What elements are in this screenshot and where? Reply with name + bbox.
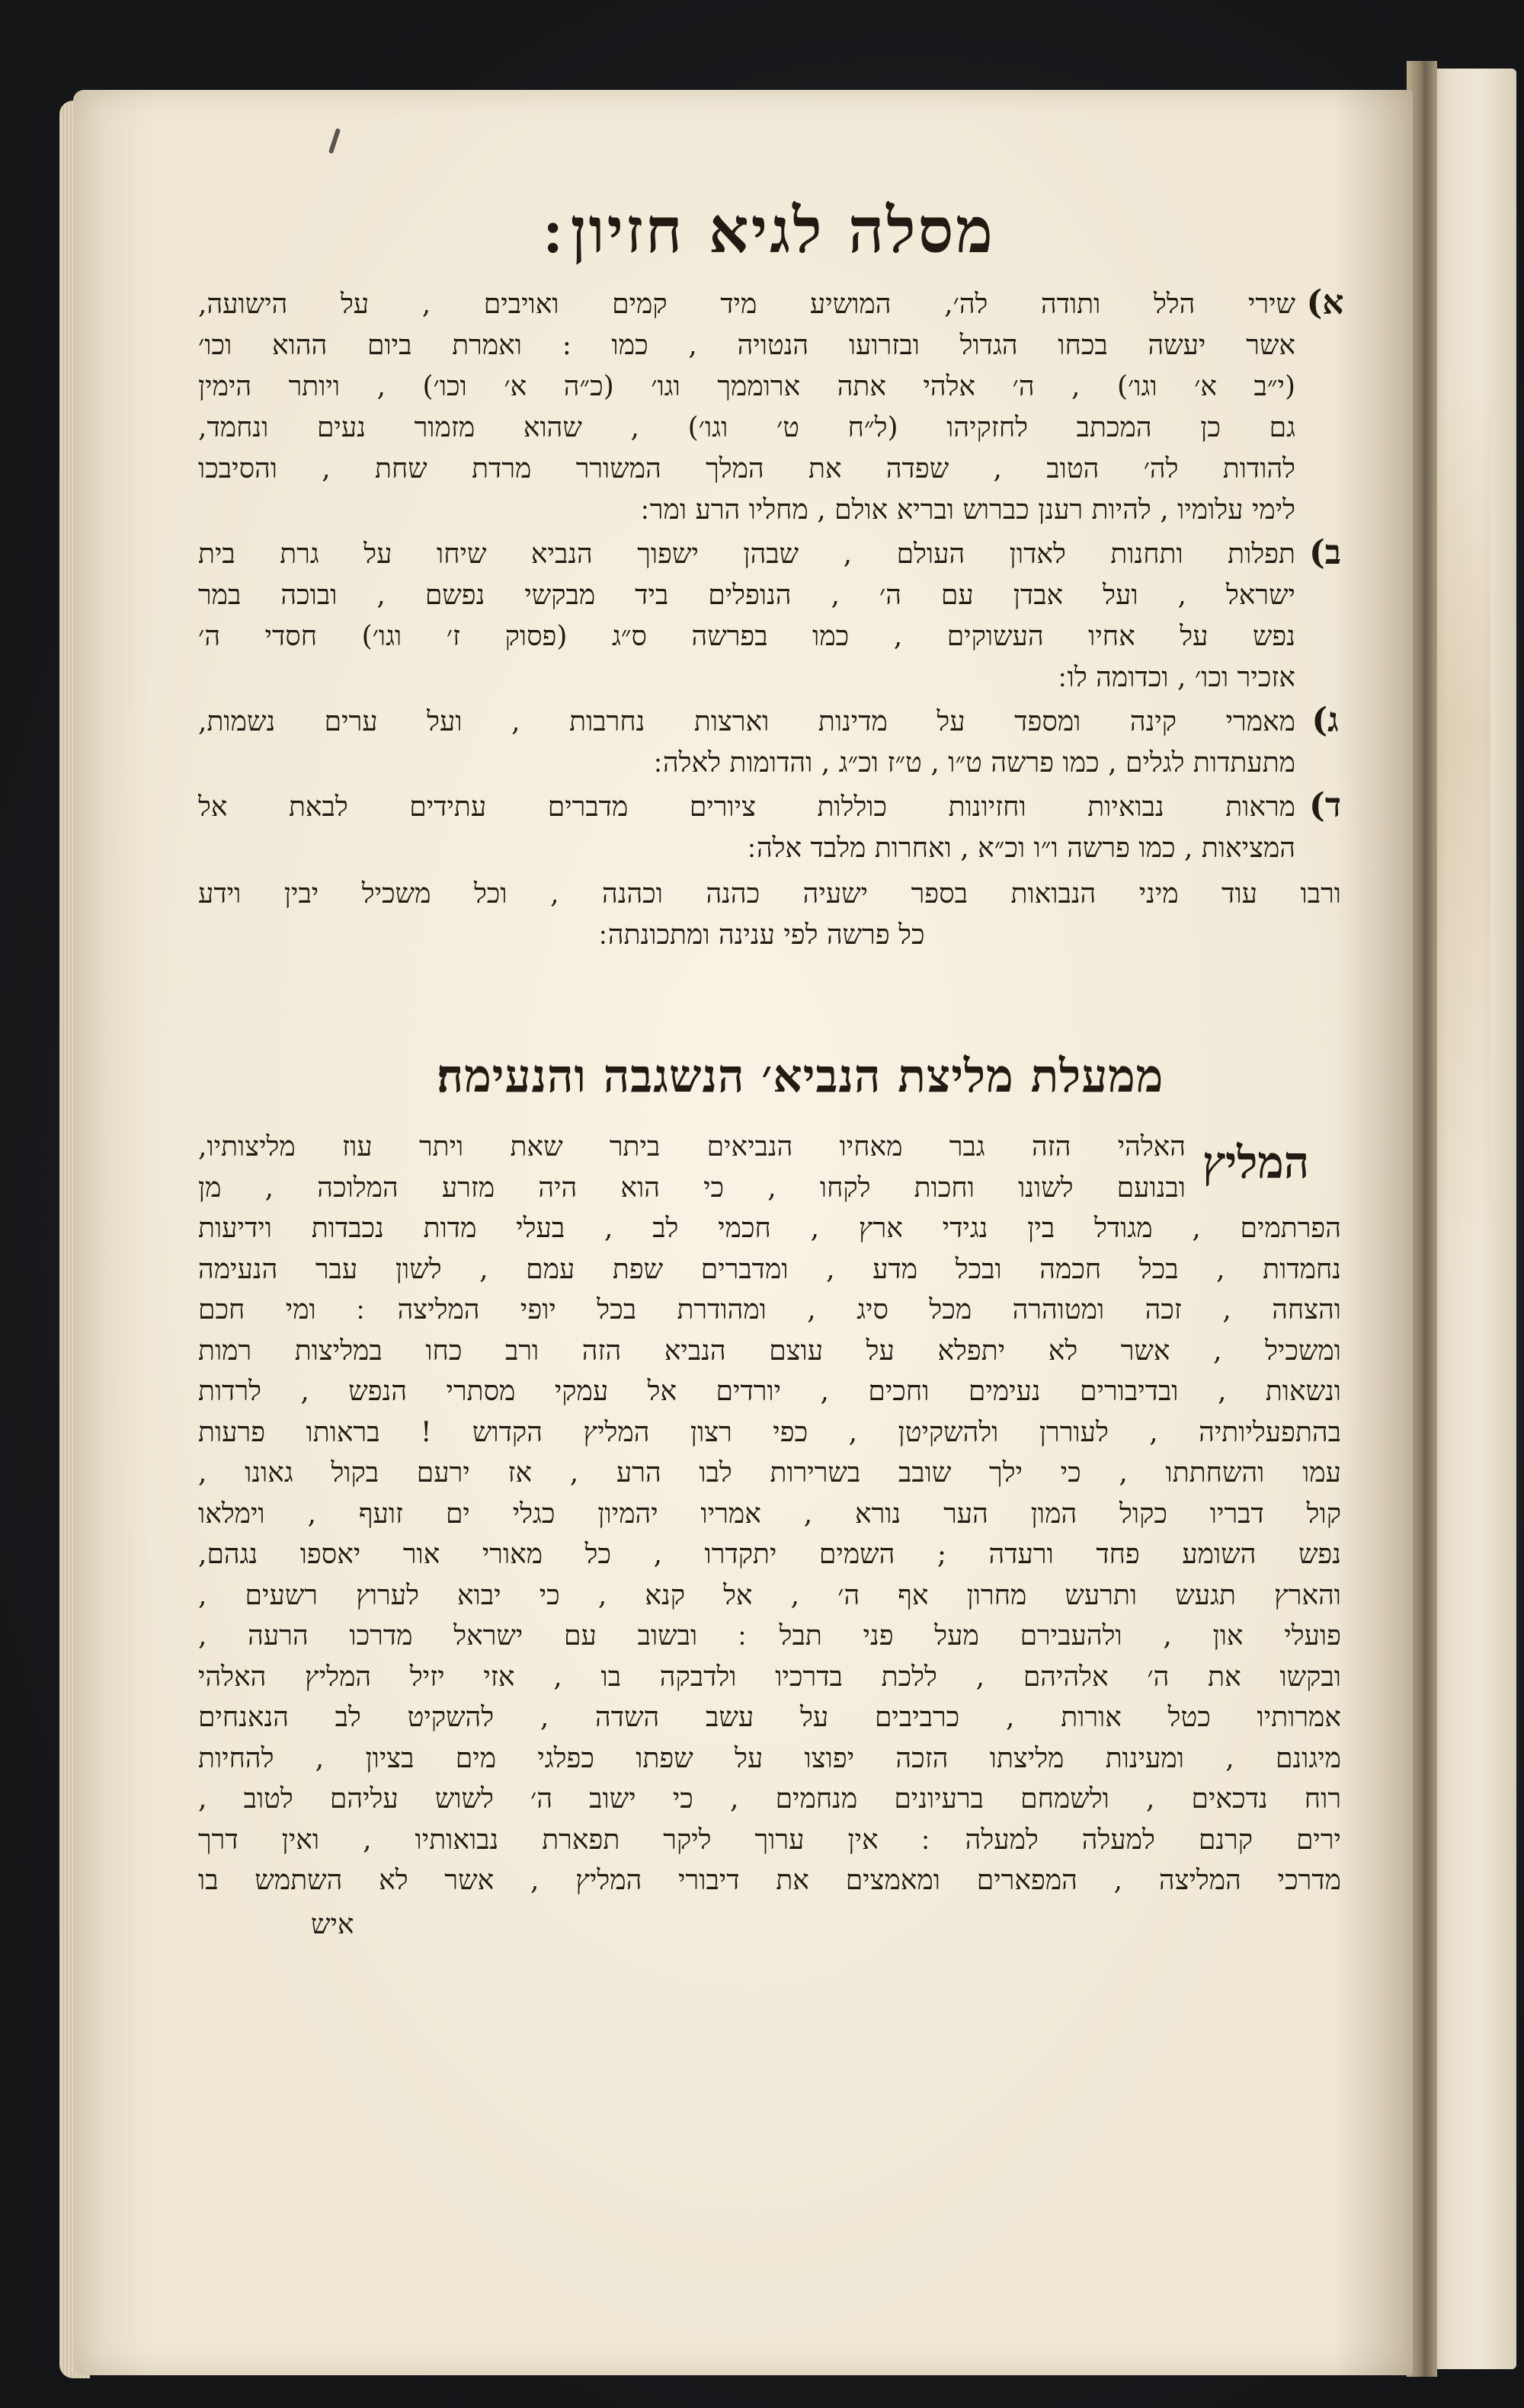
section-line: ישראל , ועל אבדן עם ה׳ , הנופלים ביד מבקשי נפשם , ובוכה במר	[198, 580, 1295, 611]
section-marker: א)	[1306, 283, 1344, 322]
closing-line: ורבו עוד מיני הנבואות בספר ישעיה כהנה וכהנה , וכל משכיל יבין וידע	[198, 878, 1341, 910]
section-line: מראות נבואיות וחזיונות כוללות ציורים מדברים עתידים לבאת אל	[198, 791, 1295, 823]
essay-line: קול דבריו כקול המון הער נורא , אמריו יהמיון כגלי ים זועף , וימלאו	[198, 1498, 1341, 1530]
essay-line: רוח נדכאים , ולשמחם ברעיונים מנחמים , כי ישוב ה׳ לשוש עליהם לטוב ,	[198, 1783, 1341, 1815]
essay-line: עמו והשחתתו , כי ילך שובב בשרירות לבו הרע , אז ירעם בקול גאונו ,	[198, 1457, 1341, 1489]
section-line: אזכיר וכו׳ , וכדומה לו ׃	[1058, 662, 1295, 693]
section-marker: ב)	[1308, 533, 1342, 572]
essay-line: האלהי הזה גבר מאחיו הנביאים ביתר שאת ויתר עוז מליצותיו,	[198, 1131, 1186, 1162]
essay-line: אמרותיו כטל אורות , כרביבים על עשב השדה , להשקיט לב הנאנחים	[198, 1702, 1341, 1733]
section-line: לימי עלומיו , להיות רענן כברוש ובריא אולם , מחליו הרע ומר ׃	[641, 494, 1295, 526]
essay-line: ובקשו את ה׳ אלהיהם , ללכת בדרכיו ולדבקה בו , אזי יזיל המליץ האלהי	[198, 1661, 1341, 1693]
essay-line: ומשכיל , אשר לא יתפלא על עוצם הנביא הזה ורב כחו במליצות רמות	[198, 1335, 1341, 1367]
section-line: אשר יעשה בכחו הגדול ובזרועו הנטויה , כמו : ואמרת ביום ההוא וכו׳	[198, 330, 1295, 361]
section-line: שירי הלל ותודה לה׳, המושיע מיד קמים ואויבים , על הישועה,	[198, 289, 1295, 320]
section-line: מתעתדות לגלים , כמו פרשה ט״ו , ט״ז וכ״ג , והדומות לאלה ׃	[654, 747, 1295, 779]
catchword: איש	[311, 1908, 354, 1940]
essay-line: ונשאות , ובדיבורים נעימים וחכים , יורדים אל עמקי מסתרי הנפש , לרדות	[198, 1376, 1341, 1407]
section-line: המציאות , כמו פרשה ו״ו וכ״א , ואחרות מלבד אלה ׃	[748, 833, 1295, 864]
essay-line: ירים קרנם למעלה למעלה ׃ אין ערוך ליקר תפארת נבואותיו , ואין דרך	[198, 1824, 1341, 1856]
section-marker: ד)	[1309, 786, 1341, 825]
closing-line: כל פרשה לפי ענינה ומתכונתה ׃	[599, 919, 925, 951]
section-line: גם כן המכתב לחזקיהו (ל״ח ט׳ וגו׳) , שהוא מזמור נעים ונחמד,	[198, 412, 1295, 443]
section-line: (י״ב א׳ וגו׳) , ה׳ אלהי אתה ארוממך וגו׳ (כ״ה א׳ וכו׳) , ויותר הימין	[198, 371, 1295, 402]
essay-line: מיגונם , ומעינות מליצתו הזכה יפוצו על שפתו כפלגי מים בציון , להחיות	[198, 1742, 1341, 1774]
essay-line: נחמדות , בכל חכמה ובכל מדע , ומדברים שפת עמם , לשון עבר הנעימה	[198, 1253, 1341, 1285]
section-line: להודות לה׳ הטוב , שפדה את המלך המשורר מרדת שחת , והסיבכו	[198, 453, 1295, 484]
essay-line: נפש השומע פחד ורעדה ; השמים יתקדרו , כל מאורי אור יאספו נגהם,	[198, 1539, 1341, 1570]
section-line: נפש על אחיו העשוקים , כמו בפרשה ס״ג (פסוק ז׳ וגו׳) חסדי ה׳	[198, 621, 1295, 652]
essay-line: בהתפעליותיה , לעוררן ולהשקיטן , כפי רצון המליץ הקדוש ! בראותו פרעות	[198, 1416, 1341, 1448]
section-line: תפלות ותחנות לאדון העולם , שבהן ישפוך הנביא שיחו על גרת בית	[198, 539, 1295, 570]
section-subheading: ממעלת מליצת הנביא׳ הנשגבה והנעימה׃	[436, 1050, 1164, 1103]
section-marker: ג)	[1311, 701, 1339, 740]
essay-line: והצחה , זכה ומטוהרה מכל סיג , ומהודרת בכל יופי המליצה ׃ ומי חכם	[198, 1294, 1341, 1326]
essay-line: מדרכי המליצה , המפארים ומאמצים את דיבורי המליץ , אשר לא השתמש בו	[198, 1865, 1341, 1896]
essay-line: ובנועם לשונו וחכות לקחו , כי הוא היה מזרע המלוכה , מן	[198, 1172, 1186, 1204]
section-line: מאמרי קינה ומספד על מדינות וארצות נחרבות , ועל ערים נשמות,	[198, 706, 1295, 737]
page-heading: מסלה לגיא חזיון ׃	[544, 194, 995, 267]
initial-word: המליץ	[1202, 1137, 1310, 1188]
essay-line: והארץ תגעש ותרעש מחרון אף ה׳ , אל קנא , כי יבוא לערוץ רשעים ,	[198, 1579, 1341, 1611]
essay-line: פועלי און , ולהעבירם מעל פני תבל ׃ ובשוב עם ישראל מדרכו הרעה ,	[198, 1620, 1341, 1652]
essay-line: הפרתמים , מגודל בין נגידי ארץ , חכמי לב , בעלי מדות נכבדות וידיעות	[198, 1213, 1341, 1244]
